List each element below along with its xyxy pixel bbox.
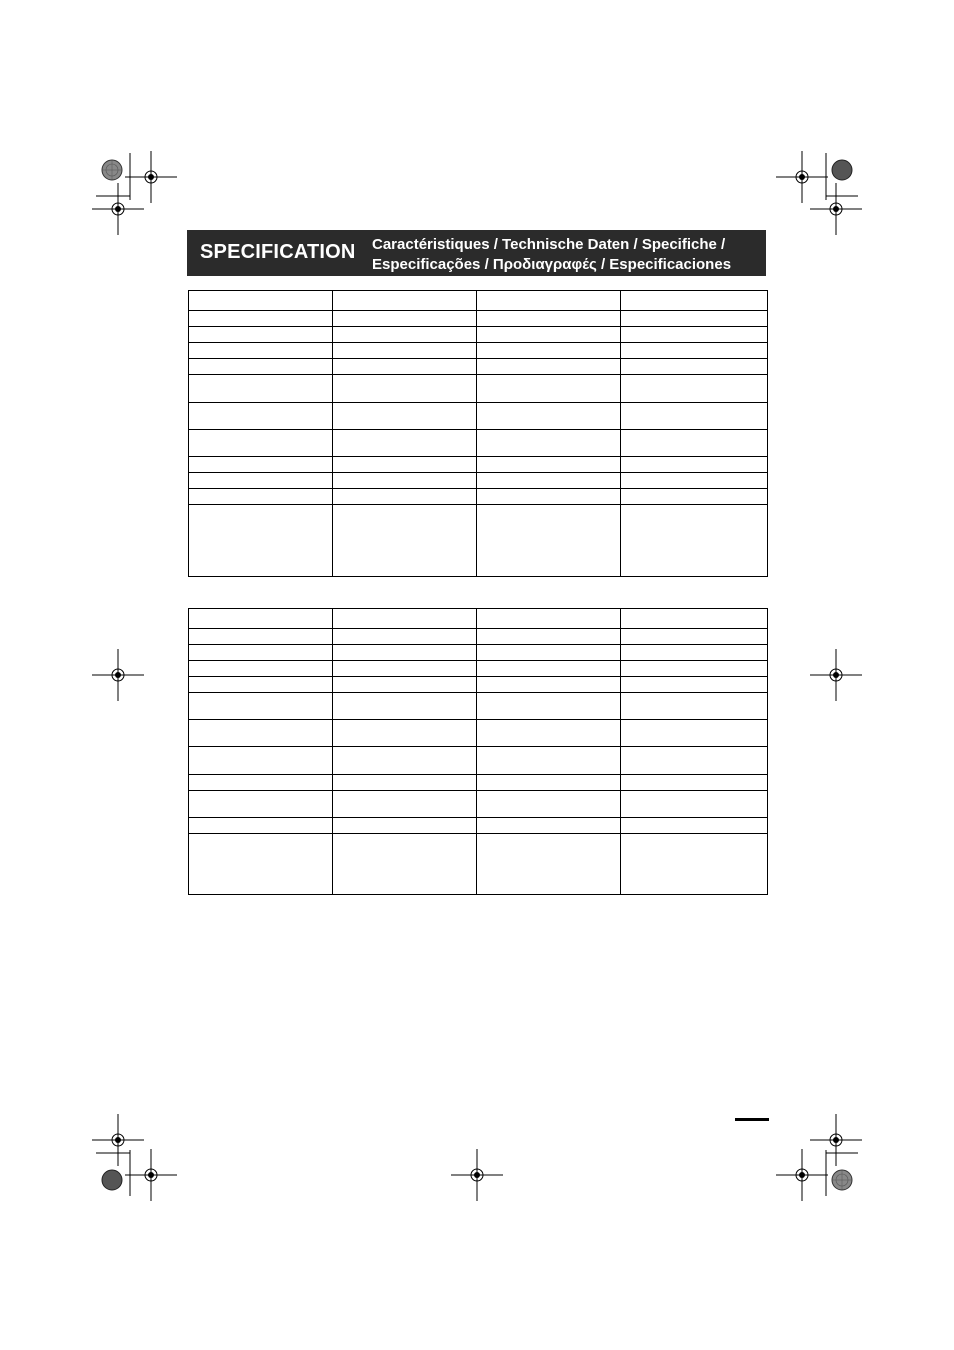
page-number-rule bbox=[735, 1118, 769, 1121]
color-target-icon bbox=[832, 160, 852, 180]
registration-mark-icon bbox=[810, 183, 862, 235]
subtitle-line-1: Caractéristiques / Technische Daten / Specifiche / bbox=[372, 236, 726, 253]
registration-mark-icon bbox=[125, 1149, 177, 1201]
registration-mark-icon bbox=[92, 1114, 144, 1166]
registration-mark-icon bbox=[810, 649, 862, 701]
registration-mark-icon bbox=[451, 1149, 503, 1201]
registration-mark-icon bbox=[776, 1149, 828, 1201]
registration-mark-icon bbox=[92, 183, 144, 235]
registration-mark-icon bbox=[776, 151, 828, 203]
registration-mark-icon bbox=[92, 649, 144, 701]
registration-mark-icon bbox=[125, 151, 177, 203]
color-target-icon bbox=[102, 1170, 122, 1190]
registration-mark-icon bbox=[810, 1114, 862, 1166]
color-target-icon bbox=[832, 1170, 852, 1190]
page-title: SPECIFICATION bbox=[200, 241, 356, 263]
subtitle-line-2: Especificações / Προδιαγραφές / Especificaciones bbox=[372, 255, 732, 273]
color-target-icon bbox=[102, 160, 122, 180]
